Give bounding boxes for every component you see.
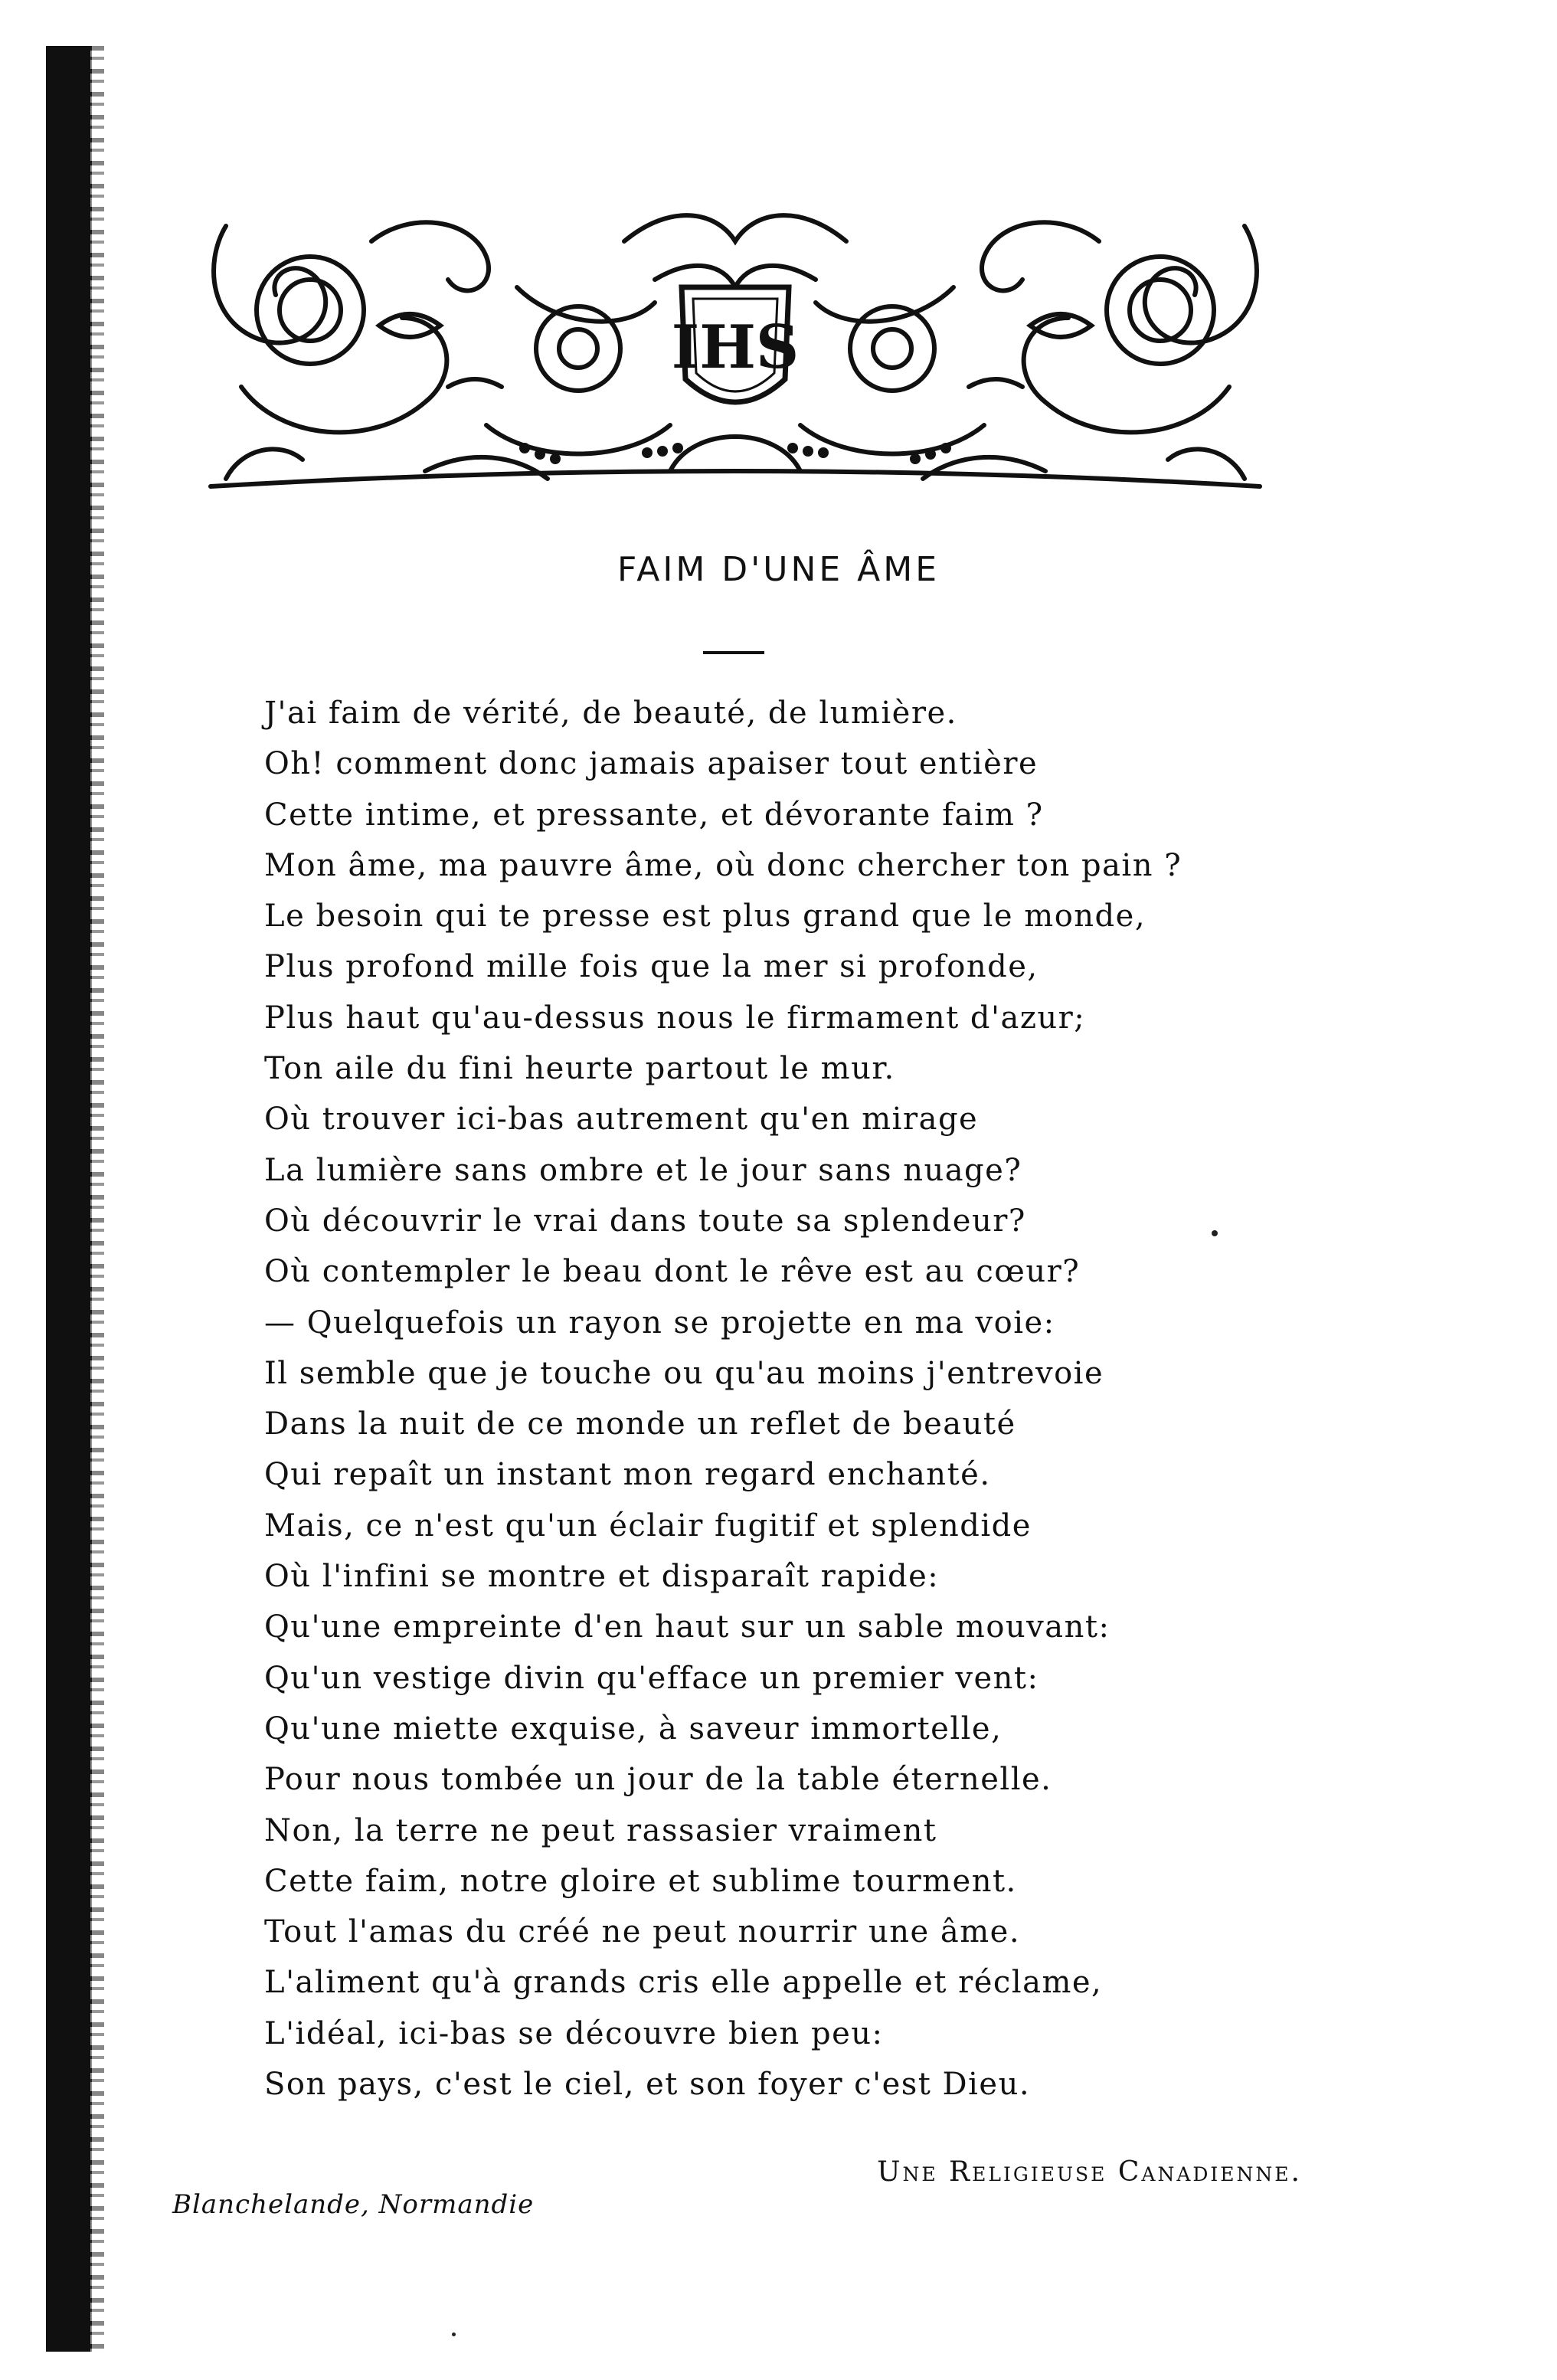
poem-line: — Quelquefois un rayon se projette en ma voie: (264, 1305, 1055, 1341)
poem-line: Tout l'amas du créé ne peut nourrir une âme. (264, 1914, 1021, 1950)
floral-header-ornament (195, 195, 1275, 502)
poem-line: Qu'une empreinte d'en haut sur un sable mouvant: (264, 1609, 1111, 1645)
poem-body (264, 688, 1298, 2110)
place-of-writing: Blanchelande, Normandie (172, 2189, 535, 2220)
poem-line: Il semble que je touche ou qu'au moins j'entrevoie (264, 1355, 1104, 1391)
poem-line: Où découvrir le vrai dans toute sa splendeur? (264, 1203, 1026, 1239)
poem-line: Ton aile du fini heurte partout le mur. (264, 1051, 895, 1087)
poem-line: Mon âme, ma pauvre âme, où donc chercher ton pain ? (264, 847, 1182, 883)
poem-line: L'idéal, ici-bas se découvre bien peu: (264, 2015, 884, 2051)
poem-line: Plus profond mille fois que la mer si profonde, (264, 949, 1039, 985)
book-binding-edge (46, 46, 92, 2352)
ornament-monogram: IHS (671, 313, 800, 382)
poem-line: J'ai faim de vérité, de beauté, de lumière. (264, 696, 957, 731)
poem-line: Où trouver ici-bas autrement qu'en mirage (264, 1102, 979, 1138)
poem-line: Oh! comment donc jamais apaiser tout entière (264, 746, 1039, 782)
poem-line: Cette intime, et pressante, et dévorante faim ? (264, 797, 1044, 833)
ink-speck (452, 2333, 456, 2336)
poem-line: Pour nous tombée un jour de la table éternelle. (264, 1762, 1052, 1798)
poem-line: Cette faim, notre gloire et sublime tourment. (264, 1863, 1017, 1899)
poem-line: Où contempler le beau dont le rêve est au cœur? (264, 1254, 1081, 1290)
title-rule (703, 651, 764, 654)
poem-line: Qui repaît un instant mon regard enchanté. (264, 1457, 991, 1493)
poem-line: Son pays, c'est le ciel, et son foyer c'est Dieu. (264, 2067, 1031, 2103)
poem-line: Dans la nuit de ce monde un reflet de beauté (264, 1406, 1016, 1442)
poem-line: Qu'un vestige divin qu'efface un premier vent: (264, 1660, 1039, 1696)
poem-line: Non, la terre ne peut rassasier vraiment (264, 1812, 937, 1848)
ink-speck (1212, 1230, 1218, 1236)
poem-title: FAIM D'UNE ÂME (617, 550, 940, 589)
poem-line: Plus haut qu'au-dessus nous le firmament d'azur; (264, 1000, 1086, 1036)
poem-line: Où l'infini se montre et disparaît rapide: (264, 1559, 940, 1595)
poem-line: Le besoin qui te presse est plus grand que le monde, (264, 899, 1146, 935)
author-signature: Une Religieuse Canadienne. (877, 2156, 1302, 2188)
poem-line: Mais, ce n'est qu'un éclair fugitif et splendide (264, 1508, 1032, 1544)
poem-line: Qu'une miette exquise, à saveur immortelle, (264, 1711, 1003, 1747)
poem-line: L'aliment qu'à grands cris elle appelle et réclame, (264, 1965, 1103, 2001)
poem-line: La lumière sans ombre et le jour sans nuage? (264, 1152, 1022, 1188)
